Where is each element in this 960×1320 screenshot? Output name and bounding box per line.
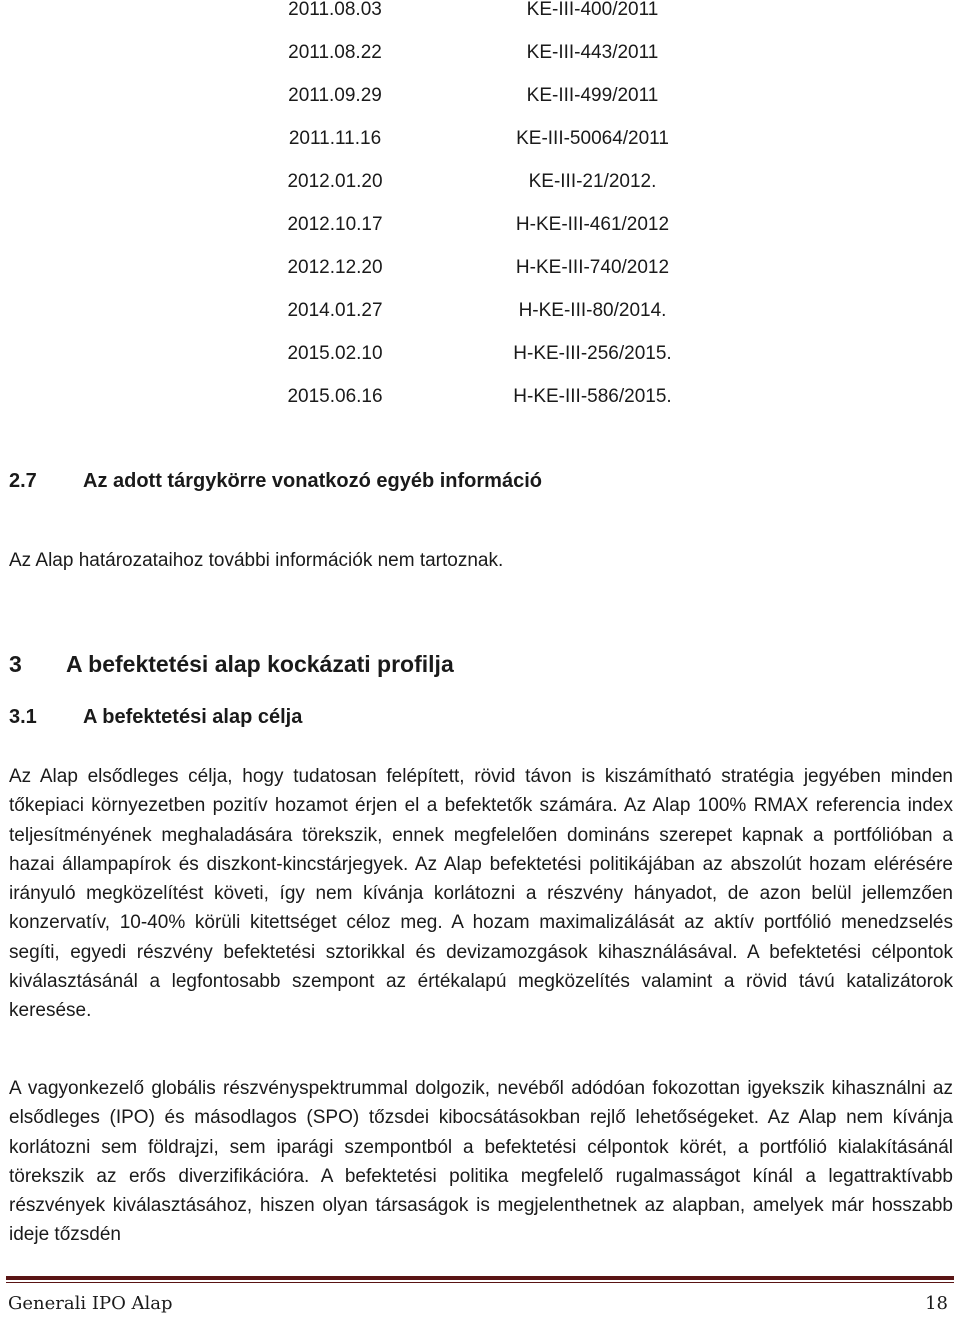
page-number: 18 bbox=[925, 1293, 948, 1314]
section-3-1-heading bbox=[9, 706, 302, 729]
registration-number: H-KE-III-586/2015. bbox=[513, 386, 672, 407]
table-row bbox=[250, 215, 720, 258]
registration-date: 2011.08.22 bbox=[288, 42, 382, 63]
section-title: A befektetési alap kockázati profilja bbox=[66, 651, 454, 677]
registration-date: 2014.01.27 bbox=[287, 300, 383, 321]
registration-number: KE-III-21/2012. bbox=[528, 171, 657, 192]
registration-number: H-KE-III-80/2014. bbox=[518, 300, 667, 321]
section-title: Az adott tárgykörre vonatkozó egyéb információ bbox=[83, 470, 542, 492]
table-row bbox=[250, 344, 720, 387]
table-row bbox=[250, 43, 720, 86]
section-2-7-heading bbox=[9, 470, 542, 493]
table-row bbox=[250, 258, 720, 301]
registration-date: 2015.06.16 bbox=[287, 386, 383, 407]
registration-date: 2012.12.20 bbox=[287, 257, 383, 278]
registration-date: 2012.10.17 bbox=[287, 214, 383, 235]
section-title: A befektetési alap célja bbox=[83, 706, 303, 728]
registration-number: H-KE-III-461/2012 bbox=[515, 214, 670, 235]
registration-number: KE-III-400/2011 bbox=[526, 0, 659, 20]
table-row bbox=[250, 129, 720, 172]
section-number: 3 bbox=[9, 651, 22, 677]
paragraph: A vagyonkezelő globális részvényspektrummal dolgozik, nevéből adódóan fokozottan igyekszik kihasználni az elsődleges (IPO) és másodlagos (SPO) tőzsdei kibocsátásokban rejlő lehetőségeket. Az Alap nem kívánja korlátozni sem földrajzi, sem iparági szempontból a befektetési célpontok körét, a portfólió kialakításánál törekszik az erős diverzifikációra. A befektetési politika megfelelő rugalmasságot kínál a legattraktívabb részvények kiválasztásához, hiszen olyan társaságok is megjelenthetnek az alapban, amelyek már hosszabb ideje tőzsdén bbox=[9, 1078, 953, 1246]
registration-number: H-KE-III-740/2012 bbox=[515, 257, 670, 278]
section-number: 3.1 bbox=[9, 706, 37, 728]
registration-table bbox=[250, 0, 720, 430]
table-row bbox=[250, 86, 720, 129]
registration-number: KE-III-499/2011 bbox=[526, 85, 659, 106]
table-row bbox=[250, 0, 720, 43]
paragraph: Az Alap elsődleges célja, hogy tudatosan felépített, rövid távon is kiszámítható stratégia jegyében minden tőkepiaci környezetben pozitív hozamot érjen el a befektetők számára. Az Alap 100% RMAX referencia index teljesítményének meghaladására törekszik, ennek megfelelően domináns szerepet kapnak a portfólióban a hazai állampapírok és diszkont-kincstárjegyek. Az Alap befektetési politikájában az abszolút hozam elérésére irányuló megközelítést követi, így nem kívánja korlátozni a részvény hányadot, de azon belül jellemzően konzervatív, 10-40% körüli kitettséget céloz meg. A hozam maximalizálását az aktív portfólió menedzselés segíti, egyedi részvény befektetési sztorikkal és devizamozgások kihasználásával. A befektetési célpontok kiválasztásánál a legfontosabb szempont az értékalapú megközelítés valamint a rövid távú katalizátorok keresése. bbox=[9, 766, 953, 1022]
registration-date: 2011.09.29 bbox=[288, 85, 382, 106]
section-number: 2.7 bbox=[9, 470, 37, 492]
registration-number: KE-III-50064/2011 bbox=[516, 128, 669, 149]
registration-number: H-KE-III-256/2015. bbox=[513, 343, 672, 364]
footer-divider bbox=[6, 1276, 954, 1280]
footer-divider-thin bbox=[6, 1282, 954, 1283]
registration-number: KE-III-443/2011 bbox=[526, 42, 659, 63]
registration-date: 2011.11.16 bbox=[288, 128, 382, 149]
table-row bbox=[250, 301, 720, 344]
registration-date: 2012.01.20 bbox=[287, 171, 383, 192]
section-3-heading bbox=[9, 651, 454, 678]
table-row bbox=[250, 387, 720, 430]
footer-title: Generali IPO Alap bbox=[8, 1293, 173, 1314]
registration-date: 2015.02.10 bbox=[287, 343, 383, 364]
table-row bbox=[250, 172, 720, 215]
section-2-7-text: Az Alap határozataihoz további információk nem tartoznak. bbox=[9, 550, 504, 571]
registration-date: 2011.08.03 bbox=[288, 0, 382, 20]
